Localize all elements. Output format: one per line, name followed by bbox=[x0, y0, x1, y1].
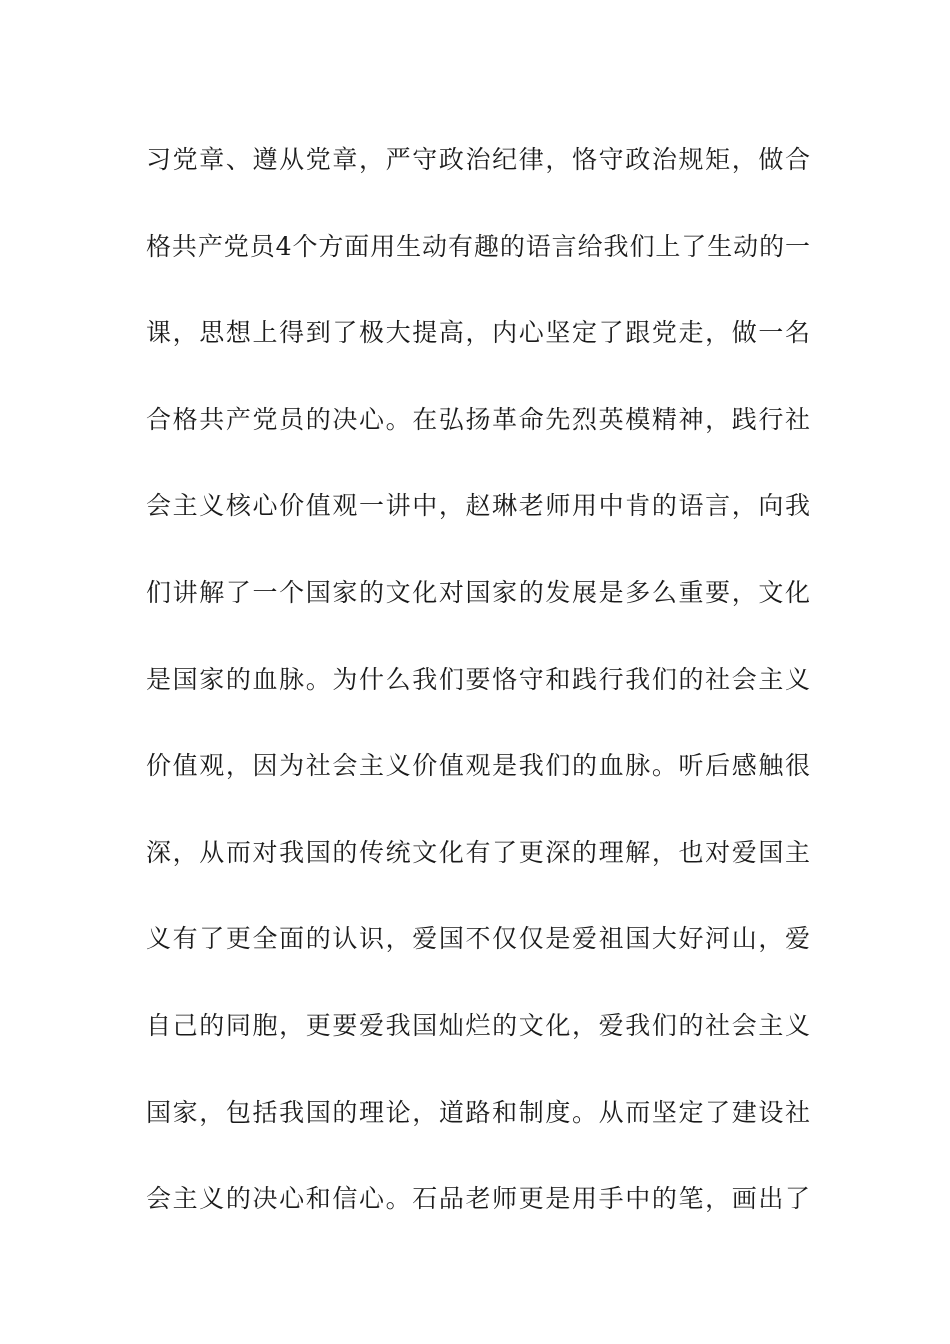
text-line: 课，思想上得到了极大提高，内心坚定了跟党走，做一名 bbox=[146, 318, 810, 348]
text-line: 义有了更全面的认识，爱国不仅仅是爱祖国大好河山，爱 bbox=[146, 924, 810, 954]
text-line: 合格共产党员的决心。在弘扬革命先烈英模精神，践行社 bbox=[146, 404, 810, 434]
text-line: 会主义的决心和信心。石品老师更是用手中的笔，画出了 bbox=[146, 1184, 810, 1214]
text-line: 习党章、遵从党章，严守政治纪律，恪守政治规矩，做合 bbox=[146, 145, 810, 174]
text-line: 会主义核心价值观一讲中，赵琳老师用中肯的语言，向我 bbox=[146, 491, 810, 521]
text-line: 是国家的血脉。为什么我们要恪守和践行我们的社会主义 bbox=[146, 664, 810, 694]
text-line: 深，从而对我国的传统文化有了更深的理解，也对爱国主 bbox=[146, 837, 810, 867]
text-line: 们讲解了一个国家的文化对国家的发展是多么重要，文化 bbox=[146, 577, 810, 607]
text-line: 价值观，因为社会主义价值观是我们的血脉。听后感触很 bbox=[146, 751, 810, 781]
text-line: 自己的同胞，更要爱我国灿烂的文化，爱我们的社会主义 bbox=[146, 1010, 810, 1040]
text-line: 格共产党员4个方面用生动有趣的语言给我们上了生动的一 bbox=[146, 231, 810, 261]
text-line: 国家，包括我国的理论，道路和制度。从而坚定了建设社 bbox=[146, 1097, 810, 1127]
body-text bbox=[146, 138, 810, 1264]
